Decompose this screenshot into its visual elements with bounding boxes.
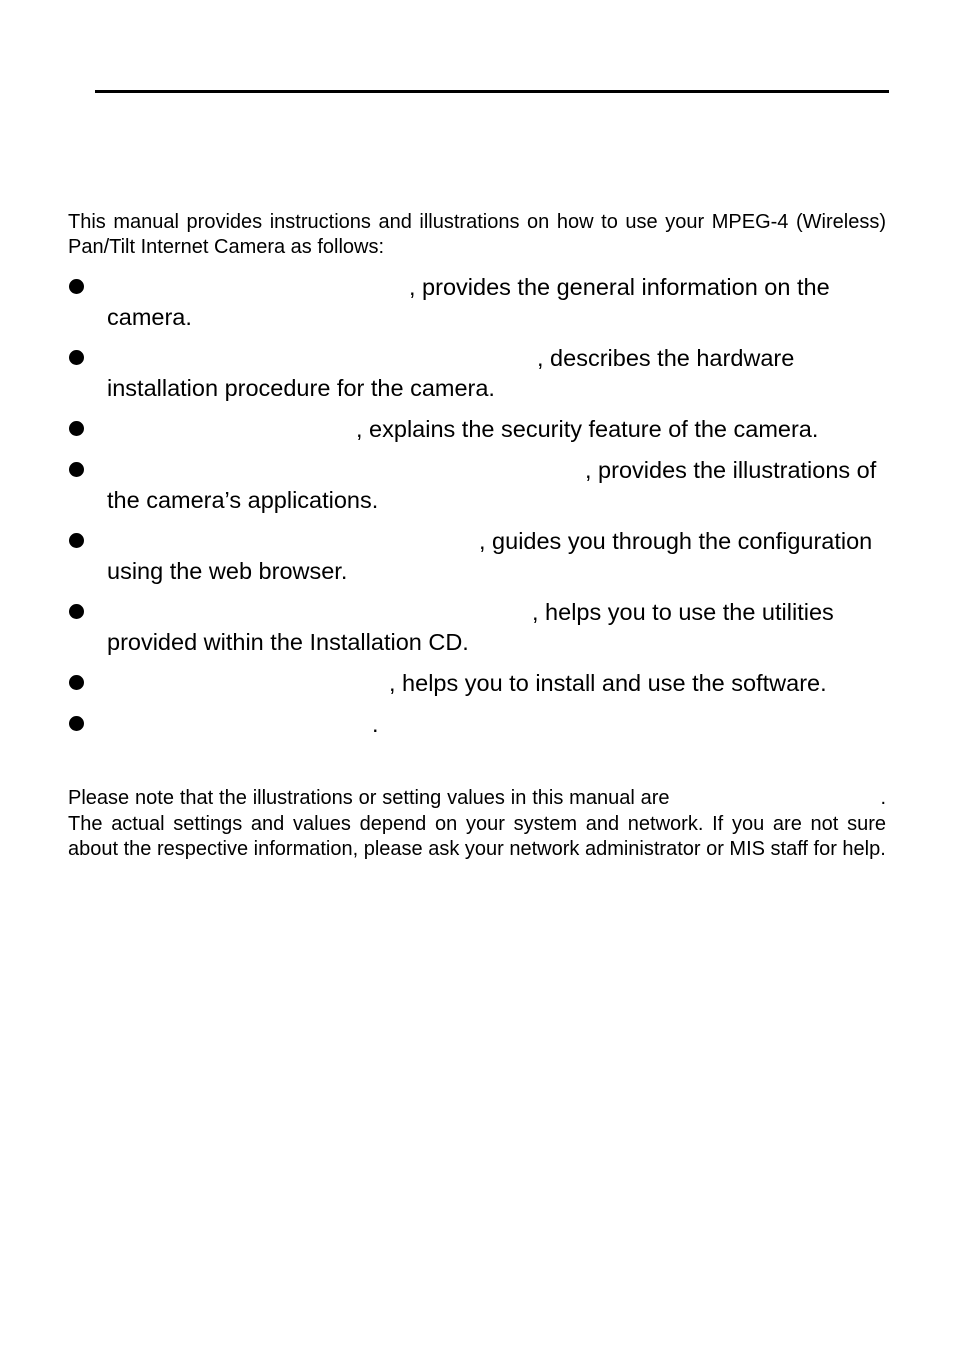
list-item-text: , helps you to use the utilities provided within the Installation CD. bbox=[107, 599, 834, 655]
note-text-part1: Please note that the illustrations or setting values in this manual are bbox=[68, 787, 670, 809]
list-item bbox=[68, 414, 886, 444]
intro-paragraph: This manual provides instructions and illustrations on how to use your MPEG-4 (Wireless) Pan/Tilt Internet Camera as follows: bbox=[68, 211, 886, 258]
bullet-icon bbox=[69, 675, 84, 690]
list-item-text: , describes the hardware installation procedure for the camera. bbox=[107, 345, 795, 401]
list-item bbox=[68, 343, 886, 403]
chapter-list bbox=[68, 272, 886, 750]
bullet-icon bbox=[69, 462, 84, 477]
list-item-text: , provides the illustrations of the camera’s applications. bbox=[107, 457, 877, 513]
header-rule bbox=[95, 90, 889, 93]
bullet-icon bbox=[69, 350, 84, 365]
list-item-text: . bbox=[372, 711, 379, 737]
bullet-icon bbox=[69, 421, 84, 436]
list-item bbox=[68, 272, 886, 332]
bullet-icon bbox=[69, 533, 84, 548]
list-item-text: , explains the security feature of the camera. bbox=[356, 416, 819, 442]
bullet-icon bbox=[69, 279, 84, 294]
list-item-text: , helps you to install and use the software. bbox=[389, 670, 827, 696]
list-item bbox=[68, 668, 886, 698]
list-item bbox=[68, 455, 886, 515]
list-item bbox=[68, 597, 886, 657]
list-item bbox=[68, 526, 886, 586]
list-item bbox=[68, 709, 886, 739]
note-text-part2: . The actual settings and values depend on your system and network. If you are not sure about the respective information, please ask your network administrator or MIS staff for help. bbox=[68, 787, 886, 860]
list-item-text: , provides the general information on the camera. bbox=[107, 274, 830, 330]
bullet-icon bbox=[69, 604, 84, 619]
list-item-text: , guides you through the configuration using the web browser. bbox=[107, 528, 873, 584]
note-paragraph bbox=[68, 786, 886, 863]
bullet-icon bbox=[69, 716, 84, 731]
